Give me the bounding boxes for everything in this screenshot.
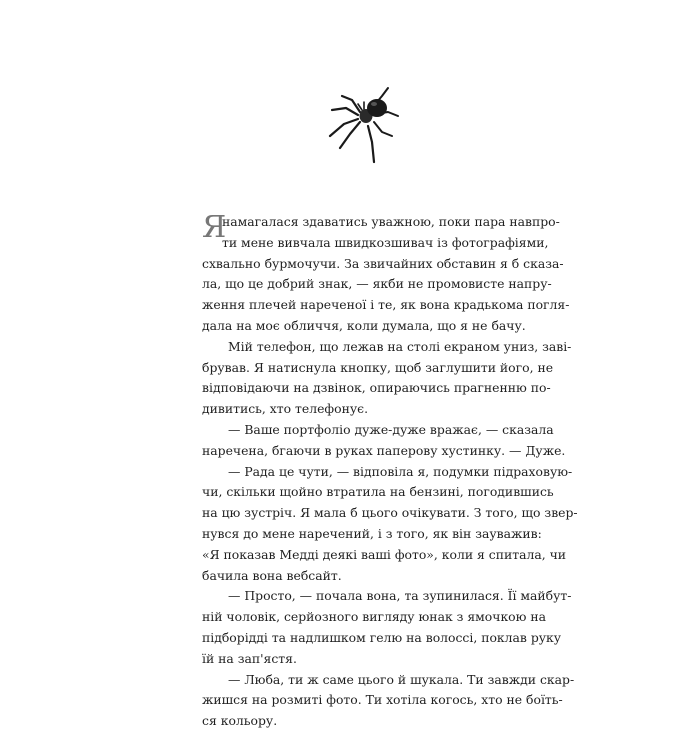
- text-line: Мій телефон, що лежав на столі екраном униз, заві-: [228, 338, 572, 354]
- text-line: — Просто, — почала вона, та зупинилася. Її майбут-: [228, 588, 572, 604]
- text-line: дивитись, хто телефонує.: [202, 401, 369, 417]
- text-line: — Ваше портфоліо дуже-дуже вражає, — сказала: [228, 421, 554, 437]
- text-line: намагалася здаватись уважною, поки пара навпро-: [222, 214, 560, 229]
- text-line: на цю зустріч. Я мала б цього очікувати. З того, що звер-: [202, 505, 578, 521]
- text-line: ся кольору.: [202, 713, 278, 729]
- text-line: ження плечей нареченої і те, як вона крадькома погля-: [202, 297, 570, 313]
- body-text: [202, 210, 578, 732]
- text-line: ти мене вивчала швидкозшивач із фотографіями,: [222, 234, 549, 250]
- text-line: наречена, бгаючи в руках паперову хустинку. — Дуже.: [202, 442, 566, 458]
- text-line: «Я показав Медді деякі ваші фото», коли я спитала, чи: [202, 546, 567, 562]
- text-line: брував. Я натиснула кнопку, щоб заглушити його, не: [202, 359, 554, 375]
- text-line: жишся на розмиті фото. Ти хотіла когось, хто не боїть-: [202, 692, 563, 708]
- text-line: ла, що це добрий знак, — якби не промовисте напру-: [202, 276, 552, 292]
- spider-icon: [322, 84, 402, 166]
- text-line: їй на зап'ястя.: [202, 650, 297, 666]
- text-line: схвально бурмочучи. За звичайних обставин я б сказа-: [202, 255, 564, 271]
- text-line: бачила вона вебсайт.: [202, 567, 342, 583]
- text-line: відповідаючи на дзвінок, опираючись прагненню по-: [202, 380, 551, 396]
- text-line: дала на моє обличчя, коли думала, що я не бачу.: [202, 317, 526, 333]
- text-line: підборідді та надлишком гелю на волоссі, поклав руку: [202, 629, 562, 645]
- text-line: — Рада це чути, — відповіла я, подумки підраховую-: [228, 463, 573, 479]
- drop-cap: Я: [202, 210, 227, 245]
- text-line: ній чоловік, серйозного вигляду юнак з ямочкою на: [202, 609, 547, 625]
- text-line: нувся до мене наречений, і з того, як він зауважив:: [202, 525, 542, 541]
- text-line: чи, скільки щойно втратила на бензині, погодившись: [202, 484, 554, 500]
- text-line: — Люба, ти ж саме цього й шукала. Ти завжди скар-: [228, 671, 575, 687]
